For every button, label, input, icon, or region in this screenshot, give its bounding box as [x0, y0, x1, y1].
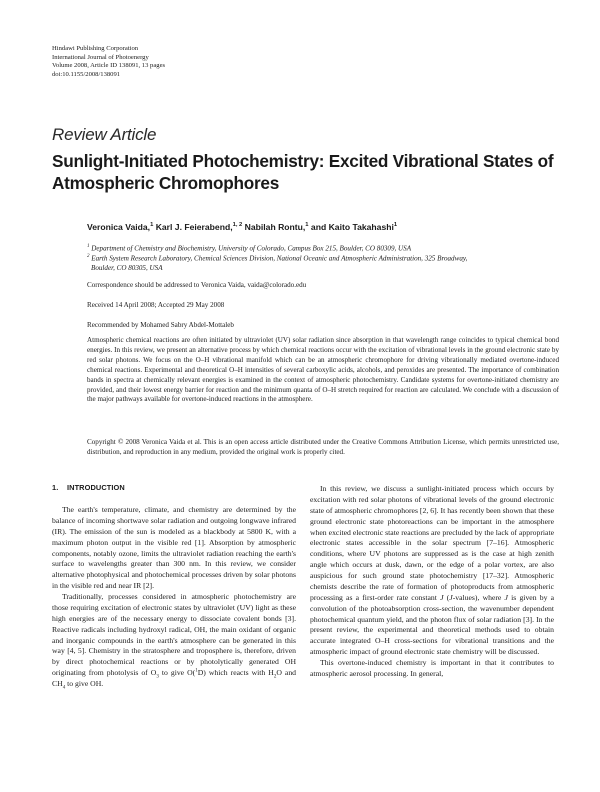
author-list: [87, 222, 397, 232]
paragraph: The earth's temperature, climate, and chemistry are determined by the balance of incoming shortwave solar radiation and outgoing longwave infrared (IR). The emission of the sun is modeled as a blackbody at 5800 K, with a maximum photon output in the visible red [1]. Absorption by atmospheric components, notably ozone, limits the ultraviolet radiation reaching the earth's surface to wavelengths greater than 300 nm. In this review, we consider alternative photophysical and photochemical processes driven by solar photons in the visible red and near IR [2].: [52, 505, 296, 591]
paragraph: This overtone-induced chemistry is important in that it contributes to atmospheric aerosol processing. In general,: [310, 658, 554, 678]
section-heading: 1. INTRODUCTION: [52, 483, 125, 492]
journal-line: International Journal of Photoenergy: [52, 53, 149, 61]
affiliation-text: Department of Chemistry and Biochemistry, University of Colorado, Campus Box 215, Boulder, CO 80309, USA: [89, 244, 412, 253]
correspondence-line: Correspondence should be addressed to Veronica Vaida, vaida@colorado.edu: [87, 281, 307, 289]
author-affiliation-mark: 1: [305, 222, 309, 229]
doi-line[interactable]: doi:10.1155/2008/138091: [52, 70, 121, 78]
author-name: Veronica Vaida,: [87, 222, 151, 232]
author-affiliation-mark: 1: [150, 222, 154, 229]
recommended-line: Recommended by Mohamed Sabry Abdel-Mottaleb: [87, 321, 234, 329]
author-name: Karl J. Feierabend,: [155, 222, 233, 232]
body-column-right: [310, 484, 554, 680]
affiliation-mark: 1: [87, 244, 90, 249]
dates-line: Received 14 April 2008; Accepted 29 May 2008: [87, 301, 225, 309]
affiliation-text: Earth System Research Laboratory, Chemical Sciences Division, National Oceanic and Atmospheric Administration, 325 Broadway,: [89, 254, 468, 263]
body-column-left: [52, 505, 296, 690]
paragraph: Traditionally, processes considered in atmospheric photochemistry are those requiring excitation of electronic states by ultraviolet (UV) light as these high energies are of the necessary energy to dissociate covalent bonds [3]. Reactive radicals including hydroxyl radical, OH, the main oxidant of organic and inorganic compounds in the earth's atmosphere can be generated in this way [4, 5]. Chemistry in the stratosphere and troposphere is, therefore, driven by direct photochemical reactions or by photolytically generated OH originating from photolysis of $O_3$ to give O($^1$D) which reacts with $H_2O$ and $CH_4$ to give OH.: [52, 592, 297, 691]
volume-line: Volume 2008, Article ID 138091, 13 pages: [52, 62, 166, 70]
journal-header: [52, 45, 165, 79]
affiliation-mark: 2: [87, 254, 90, 259]
author-name: and Kaito Takahashi: [310, 222, 394, 232]
affiliation-2: [87, 252, 557, 274]
abstract: Atmospheric chemical reactions are often initiated by ultraviolet (UV) solar radiation since absorption in that wavelength range coincides to typical chemical bond energies. In this review, we present an alternative process by which chemical reactions occur with the excitation of vibrational levels in the ground electronic state by red solar photons. We focus on the O–H vibrational manifold which can be an atmospheric chromophore for driving vibrationally mediated overtone-induced chemical reactions. Experimental and theoretical O–H intensities of several carboxylic acids, alcohols, and peroxides are presented. The importance of combination bands in spectra at chemically relevant energies is examined in the context of atmospheric photochemistry. Candidate systems for overtone-initiated chemistry are provided, and their lowest energy barrier for reaction and the minimum quanta of O–H stretch required for reaction are calculated. We conclude with a discussion of the major pathways available for overtone-induced reactions in the atmosphere.: [87, 336, 559, 404]
publisher-line: Hindawi Publishing Corporation: [52, 45, 139, 52]
author-affiliation-mark: 1, 2: [232, 222, 243, 229]
paragraph: In this review, we discuss a sunlight-initiated process which occurs by excitation with red solar photons of vibrational levels of the ground electronic state of atmospheric chromophores [2, 6]. It has recently been shown that these ground electronic state photoreactions can be important in the atmosphere when excited electronic state reactions are precluded by the lack of appropriate electronic states accessible in the solar spectrum [7–16]. Atmospheric conditions, where UV photons are suppressed as is the case at high zenith angle which occurs at dusk, dawn, or the edge of a polar vortex, are also auspicious for such ground state photochemistry [17–32]. Atmospheric chemists describe the rate of formation of photoproducts from atmospheric processing as a first-order rate constant J (J-values), where J is given by a convolution of the photoabsorption cross-section, the wavenumber dependent photochemical quantum yield, and the photon flux of solar radiation [3]. In the present review, the experimental and theoretical methods used to obtain accurate integrated O–H cross-sections for vibrational transitions and the atmospheric impact of ground electronic state chemistry will be discussed.: [310, 484, 555, 657]
affiliation-text-continued: Boulder, CO 80305, USA: [91, 264, 163, 273]
copyright-notice: Copyright © 2008 Veronica Vaida et al. This is an open access article distributed under the Creative Commons Attribution License, which permits unrestricted use, distribution, and reproduction in any medium, provided the original work is properly cited.: [87, 438, 559, 456]
author-affiliation-mark: 1: [393, 222, 398, 229]
paper-title: Sunlight-Initiated Photochemistry: Excited Vibrational States of Atmospheric Chromophores: [52, 151, 554, 193]
article-type: Review Article: [52, 125, 157, 144]
author-name: Nabilah Rontu,: [244, 222, 306, 232]
